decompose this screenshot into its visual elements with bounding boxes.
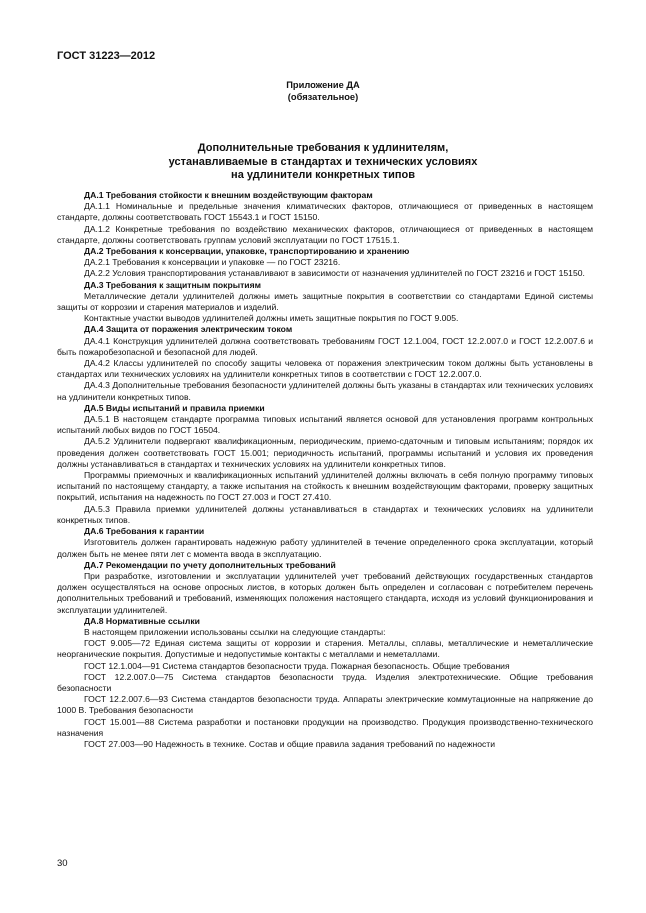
section-heading: ДА.4 Защита от поражения электрическим током <box>84 324 293 335</box>
title-line-2: устанавливаемые в стандартах и технических условиях <box>168 155 478 168</box>
paragraph: ДА.1.2 Конкретные требования по воздействию механических факторов, отличающиеся от приведенных в настоящем стандарте, должны соответствовать группам условий эксплуатации по ГОСТ 17515.1. <box>57 223 593 245</box>
paragraph: Контактные участки выводов удлинителей должны иметь защитные покрытия по ГОСТ 9.005. <box>84 313 459 324</box>
section-heading: ДА.6 Требования к гарантии <box>84 526 205 537</box>
paragraph: ДА.2.2 Условия транспортирования устанавливают в зависимости от назначения удлинителей по ГОСТ 23216 и ГОСТ 15150. <box>84 268 585 279</box>
appendix-title: Приложение ДА <box>286 80 360 90</box>
section-heading: ДА.5 Виды испытаний и правила приемки <box>84 402 265 413</box>
page-number: 30 <box>57 858 68 869</box>
section-heading: ДА.2 Требования к консервации, упаковке, транспортированию и хранению <box>84 246 410 257</box>
title-line-1: Дополнительные требования к удлинителям, <box>197 142 449 154</box>
paragraph: ДА.5.3 Правила приемки удлинителей должны устанавливаться в стандартах и технических условиях на удлинители конкретных типов. <box>57 503 593 525</box>
reference-item: ГОСТ 12.1.004—91 Система стандартов безопасности труда. Пожарная безопасность. Общие требования <box>84 660 510 671</box>
document-header: ГОСТ 31223—2012 <box>57 50 156 62</box>
paragraph: ДА.5.2 Удлинители подвергают квалификационным, периодическим, приемо-сдаточным и типовым испытаниям; порядок их проведения должен соответствовать ГОСТ 15.001; периодичность испытаний, программы испытаний и условия их проведения должны устанавливаться в стандартах и технических условиях на удлинители конкретных типов. <box>57 436 593 469</box>
paragraph: ДА.2.1 Требования к консервации и упаковке — по ГОСТ 23216. <box>84 257 341 268</box>
paragraph: ДА.1.1 Номинальные и предельные значения климатических факторов, отличающиеся от приведенных в настоящем стандарте, должны соответствовать ГОСТ 15543.1 и ГОСТ 15150. <box>57 201 593 223</box>
paragraph: В настоящем приложении использованы ссылки на следующие стандарты: <box>84 626 386 637</box>
paragraph: ДА.4.3 Дополнительные требования безопасности удлинителей должны быть указаны в стандартах или технических условиях на удлинители конкретных типов. <box>57 380 593 402</box>
appendix-status: (обязательное) <box>287 92 359 102</box>
paragraph: ДА.4.2 Классы удлинителей по способу защиты человека от поражения электрическим током должны быть установлены в стандартах или технических условиях на удлинители конкретных типов в соответствии с ГОСТ 12.2.007.0. <box>57 358 593 380</box>
reference-item: ГОСТ 15.001—88 Система разработки и постановки продукции на производство. Продукция производственно-технического назначения <box>57 716 593 738</box>
paragraph: ДА.5.1 В настоящем стандарте программа типовых испытаний является основой для установления программ контрольных испытаний любых видов по ГОСТ 16504. <box>57 414 593 436</box>
body-text <box>57 190 593 750</box>
section-heading: ДА.7 Рекомендации по учету дополнительных требований <box>84 559 336 570</box>
reference-item: ГОСТ 27.003—90 Надежность в технике. Состав и общие правила задания требований по надежности <box>84 738 496 749</box>
reference-item: ГОСТ 12.2.007.0—75 Система стандартов безопасности труда. Изделия электротехнические. Общие требования безопасности <box>57 671 593 693</box>
section-heading: ДА.3 Требования к защитным покрытиям <box>84 279 261 290</box>
paragraph: Программы приемочных и квалификационных испытаний удлинителей должны включать в себя полную программу типовых испытаний по настоящему стандарту, а также испытания на стойкость к внешним воздействующим факторами, проверку защитных покрытий, испытания на надежность по ГОСТ 27.003 и ГОСТ 27.410. <box>57 470 593 503</box>
section-heading: ДА.8 Нормативные ссылки <box>84 615 200 626</box>
appendix-heading <box>0 79 646 103</box>
section-heading: ДА.1 Требования стойкости к внешним воздействующим факторам <box>84 190 373 200</box>
reference-item: ГОСТ 9.005—72 Единая система защиты от коррозии и старения. Металлы, сплавы, металлические и неметаллические неорганические покрытия. Допустимые и недопустимые контакты с металлами и неметаллами. <box>57 638 593 660</box>
paragraph: ДА.4.1 Конструкция удлинителей должна соответствовать требованиям ГОСТ 12.1.004, ГОСТ 12.2.007.0 и ГОСТ 12.2.007.6 и быть пожаробезопасной и безопасной для людей. <box>57 335 593 357</box>
section-title <box>0 142 646 183</box>
reference-item: ГОСТ 12.2.007.6—93 Система стандартов безопасности труда. Аппараты электрические коммутационные на напряжение до 1000 В. Требования безопасности <box>57 694 593 716</box>
paragraph: Изготовитель должен гарантировать надежную работу удлинителей в течение определенного срока эксплуатации, который должен быть не менее пяти лет с момента ввода в эксплуатацию. <box>57 537 593 559</box>
paragraph: При разработке, изготовлении и эксплуатации удлинителей учет требований действующих государственных стандартов должен осуществляться на основе опросных листов, в которых должен быть определен и согласован с потребителем перечень дополнительных требований и требований, изменяющих положения настоящего стандарта, исходя из условий функционирования и эксплуатации удлинителей. <box>57 570 593 615</box>
paragraph: Металлические детали удлинителей должны иметь защитные покрытия в соответствии со стандартами Единой системы защиты от коррозии и старения материалов и изделий. <box>57 290 593 313</box>
title-line-3: на удлинители конкретных типов <box>231 169 415 181</box>
